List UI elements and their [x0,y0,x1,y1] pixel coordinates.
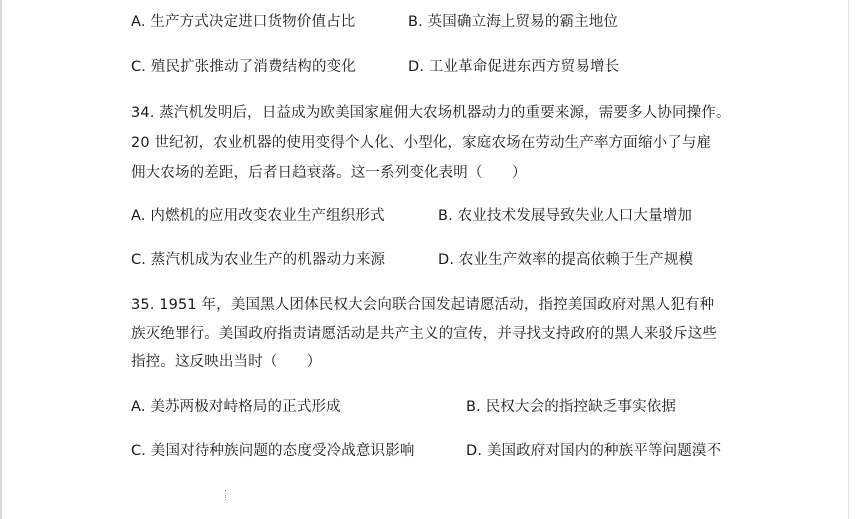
q35-option-a: A. 美苏两极对峙格局的正式形成 [131,399,341,415]
q34-option-c: C. 蒸汽机成为农业生产的机器动力来源 [131,252,386,268]
q34-option-a: A. 内燃机的应用改变农业生产组织形式 [131,208,385,224]
q34-option-b: B. 农业技术发展导致失业人口大量增加 [438,208,693,224]
q33-option-d: D. 工业革命促进东西方贸易增长 [408,59,620,75]
q35-option-c: C. 美国对待种族问题的态度受冷战意识影响 [131,443,415,459]
q33-option-a: A. 生产方式决定进口货物价值占比 [131,14,356,30]
page-right-border [848,0,849,519]
text-cursor-mark [225,490,227,500]
q34-stem-line-2: 20 世纪初，农业机器的使用变得个人化、小型化，家庭农场在劳动生产率方面缩小了与雇 [131,135,712,151]
q35-option-b: B. 民权大会的指控缺乏事实依据 [466,399,677,415]
q33-option-c: C. 殖民扩张推动了消费结构的变化 [131,59,356,75]
q35-option-d: D. 美国政府对国内的种族平等问题漠不 [466,443,722,459]
q35-stem-line-1: 35. 1951 年，美国黑人团体民权大会向联合国发起请愿活动，指控美国政府对黑人犯有种 [131,297,715,313]
q33-option-b: B. 英国确立海上贸易的霸主地位 [408,14,619,30]
q35-stem-line-2: 族灭绝罪行。美国政府指责请愿活动是共产主义的宣传，并寻找支持政府的黑人来驳斥这些 [131,326,717,342]
q34-option-d: D. 农业生产效率的提高依赖于生产规模 [438,252,694,268]
q34-stem-line-3: 佣大农场的差距，后者日趋衰落。这一系列变化表明（ ） [131,165,527,181]
q34-stem-line-1: 34. 蒸汽机发明后，日益成为欧美国家雇佣大农场机器动力的重要来源，需要多人协同操作。 [131,105,731,121]
page-left-border [0,0,2,519]
q35-stem-line-3: 指控。这反映出当时（ ） [131,354,322,370]
